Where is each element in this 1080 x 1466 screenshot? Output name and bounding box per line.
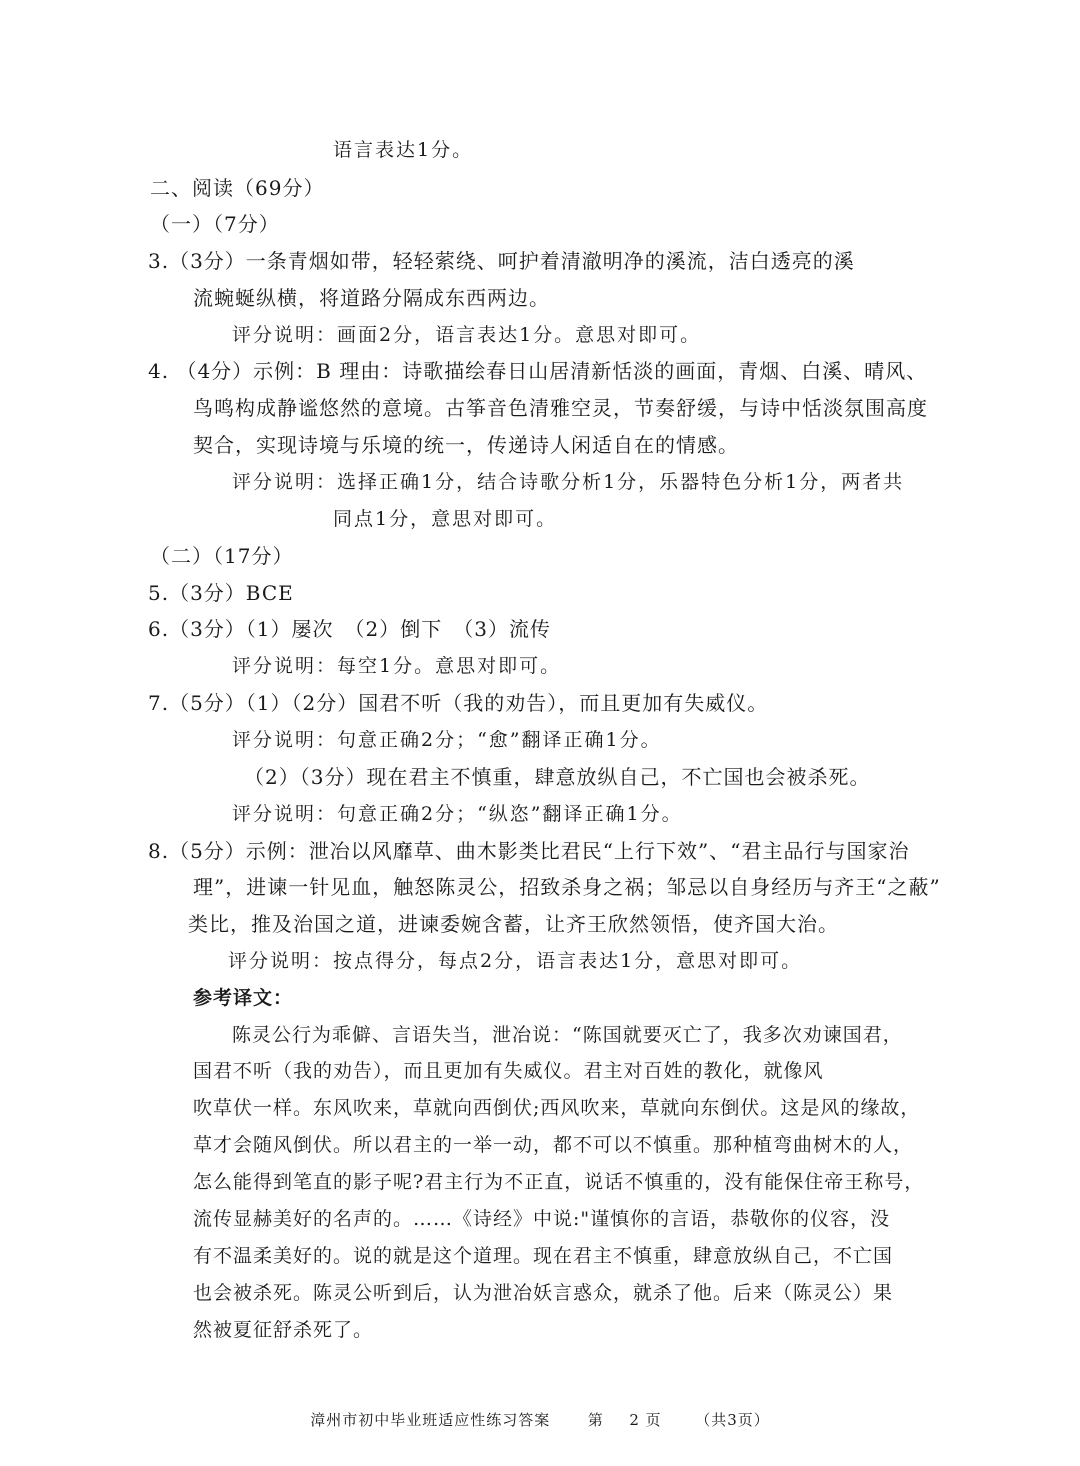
scoring-note-6: 评分说明：每空1分。意思对即可。 — [232, 655, 562, 677]
scoring-note-7-part-1: 评分说明：句意正确2分；“愈”翻译正确1分。 — [232, 729, 662, 751]
translation-line-1: 陈灵公行为乖僻、言语失当，泄冶说：“陈国就要灭亡了，我多次劝谏国君， — [232, 1024, 903, 1046]
scoring-note-7-part-2: 评分说明：句意正确2分；“纵恣”翻译正确1分。 — [232, 803, 683, 825]
answer-8-line-2: 理”，进谏一针见血，触怒陈灵公，招致杀身之祸；邹忌以自身经历与齐王“之蔽” — [193, 875, 941, 899]
translation-line-8: 也会被杀死。陈灵公听到后，认为泄冶妖言惑众，就杀了他。后来（陈灵公）果 — [193, 1282, 894, 1304]
answer-8-line-1: 8.（5分）示例：泄冶以风靡草、曲木影类比君民“上行下效”、“君主品行与国家治 — [148, 839, 910, 863]
answer-7-part-1: 7.（5分）（1）（2分）国君不听（我的劝告），而且更加有失威仪。 — [148, 691, 769, 715]
page-footer — [0, 1409, 1080, 1430]
translation-line-2: 国君不听（我的劝告），而且更加有失威仪。君主对百姓的教化，就像风 — [193, 1060, 824, 1082]
answer-6: 6.（3分）（1）屡次 （2）倒下 （3）流传 — [148, 617, 551, 641]
answer-3-line-1: 3.（3分）一条青烟如带，轻轻萦绕、呵护着清澈明净的溪流，洁白透亮的溪 — [148, 249, 855, 273]
answer-4-line-1: 4. （4分）示例：B 理由：诗歌描绘春日山居清新恬淡的画面，青烟、白溪、晴风、 — [148, 359, 928, 383]
footer-page-unit: 页 — [645, 1411, 662, 1429]
answer-4-line-2: 鸟鸣构成静谧悠然的意境。古筝音色清雅空灵，节奏舒缓，与诗中恬淡氛围高度 — [193, 396, 928, 420]
answer-8-line-3: 类比，推及治国之道，进谏委婉含蓄，让齐王欣然领悟，使齐国大治。 — [188, 912, 839, 936]
translation-line-4: 草才会随风倒伏。所以君主的一举一动，都不可以不慎重。那种植弯曲树木的人， — [193, 1134, 914, 1156]
answer-3-line-2: 流蜿蜒纵横，将道路分隔成东西两边。 — [193, 286, 550, 310]
answer-7-part-2: （2）（3分）现在君主不慎重，肆意放纵自己，不亡国也会被杀死。 — [244, 765, 871, 789]
scoring-note-3: 评分说明：画面2分，语言表达1分。意思对即可。 — [232, 324, 702, 346]
footer-total-pages: （共3页） — [695, 1411, 770, 1429]
translation-line-6: 流传显赫美好的名声的。……《诗经》中说:"谨慎你的言语，恭敬你的仪容，没 — [193, 1208, 891, 1230]
answer-4-line-3: 契合，实现诗境与乐境的统一，传递诗人闲适自在的情感。 — [193, 433, 739, 457]
translation-line-5: 怎么能得到笔直的影子呢?君主行为不正直，说话不慎重的，没有能保住帝王称号， — [193, 1171, 925, 1193]
subsection-heading-1: （一）（7分） — [150, 212, 280, 236]
scoring-note-4-line-2: 同点1分，意思对即可。 — [333, 508, 558, 530]
translation-line-3: 吹草伏一样。东风吹来，草就向西倒伏;西风吹来，草就向东倒伏。这是风的缘故， — [193, 1097, 921, 1119]
footer-page-prefix: 第 — [587, 1411, 604, 1429]
footer-page-number: 2 — [629, 1411, 640, 1429]
translation-line-9: 然被夏征舒杀死了。 — [193, 1319, 374, 1341]
scoring-continuation: 语言表达1分。 — [333, 139, 474, 161]
scoring-note-8: 评分说明：按点得分，每点2分，语言表达1分，意思对即可。 — [228, 950, 803, 972]
translation-heading: 参考译文： — [193, 987, 294, 1009]
answer-5: 5.（3分）BCE — [148, 581, 294, 605]
scoring-note-4-line-1: 评分说明：选择正确1分，结合诗歌分析1分，乐器特色分析1分，两者共 — [232, 471, 905, 493]
section-heading-reading: 二、阅读（69分） — [150, 176, 325, 200]
subsection-heading-2: （二）（17分） — [150, 544, 294, 568]
translation-line-7: 有不温柔美好的。说的就是这个道理。现在君主不慎重，肆意放纵自己，不亡国 — [193, 1245, 894, 1267]
footer-title: 漳州市初中毕业班适应性练习答案 — [310, 1411, 551, 1429]
